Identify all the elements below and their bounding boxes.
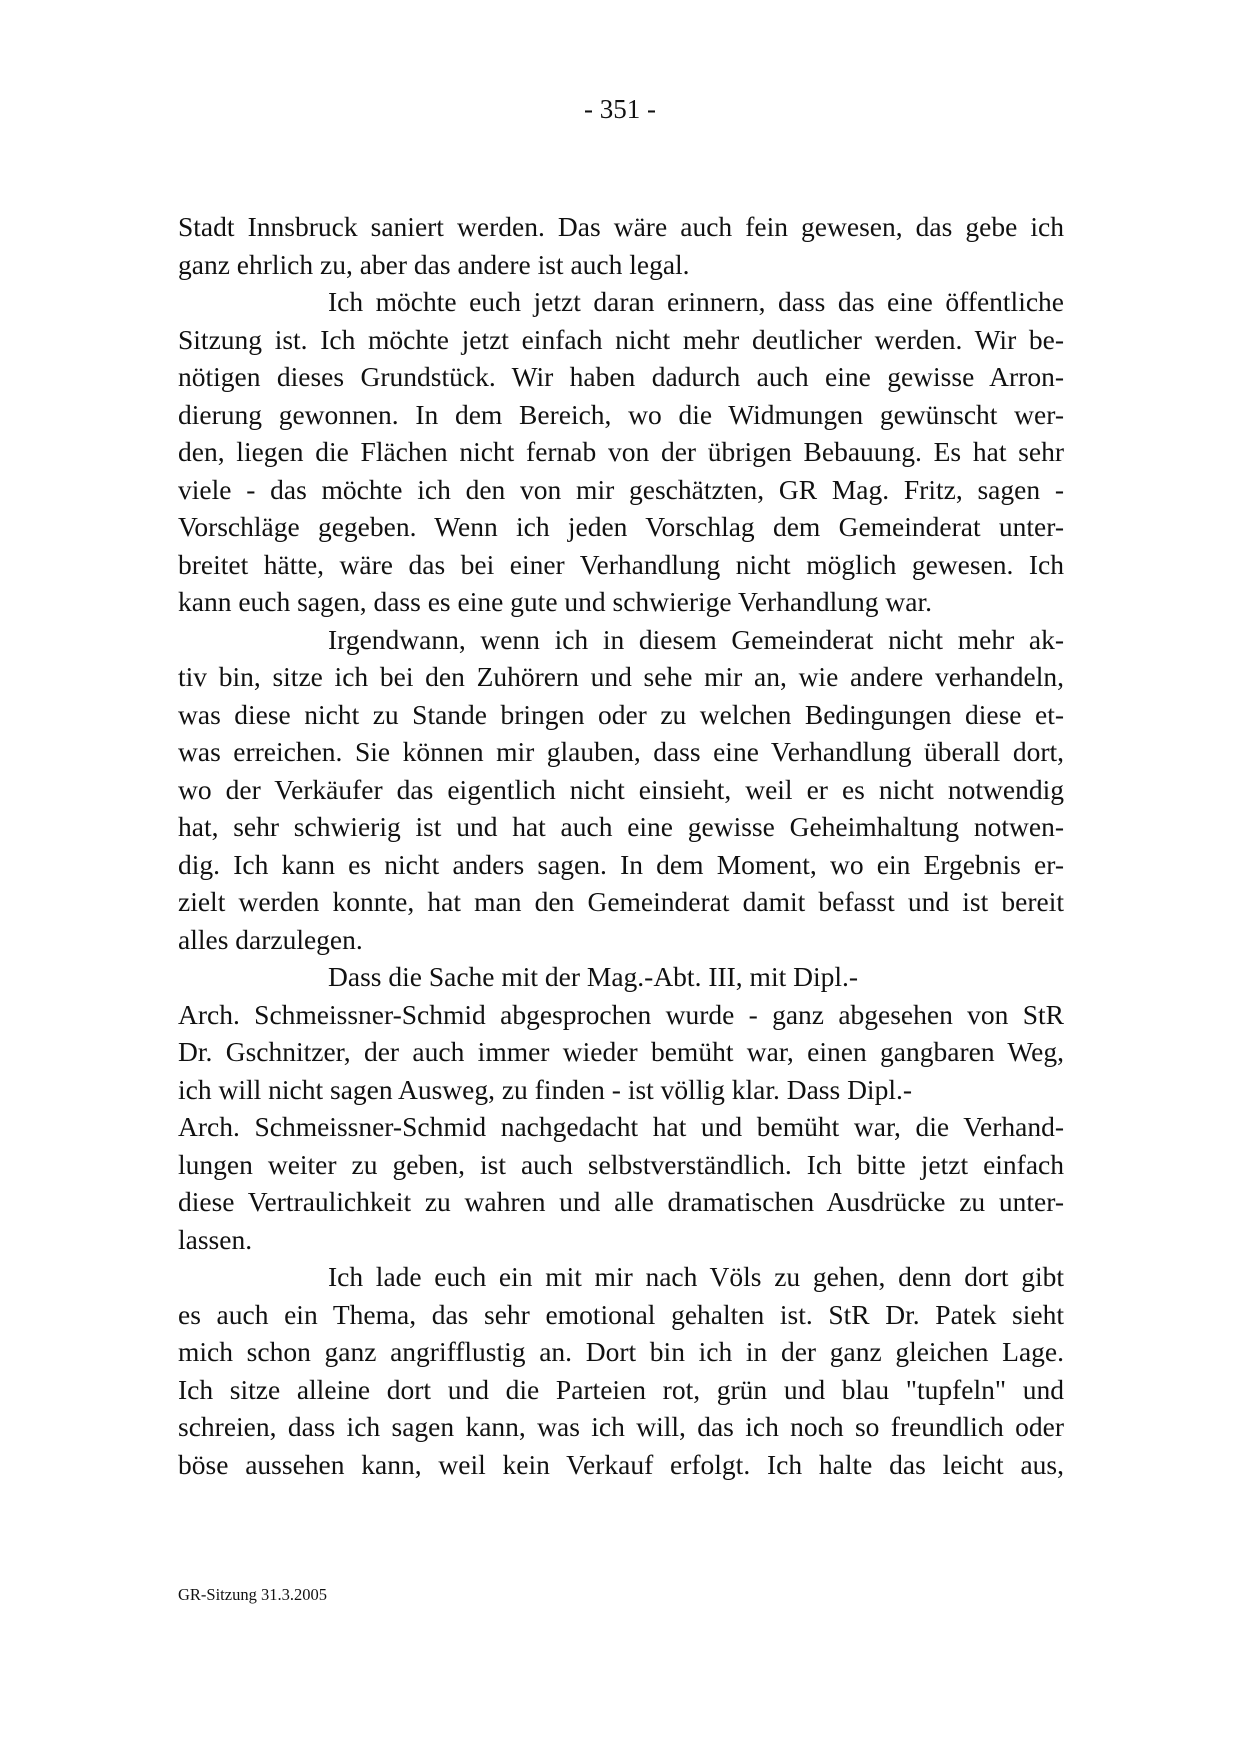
text-line: dierung gewonnen. In dem Bereich, wo die Widmungen gewünscht wer- <box>178 398 1064 430</box>
text-line: Dass die Sache mit der Mag.-Abt. III, mit Dipl.- <box>328 961 859 992</box>
text-line: Ich sitze alleine dort und die Parteien rot, grün und blau "tupfeln" und <box>178 1373 1064 1405</box>
body-text <box>178 208 1064 1483</box>
text-line: Dr. Gschnitzer, der auch immer wieder bemüht war, einen gangbaren Weg, <box>178 1036 1064 1067</box>
text-line: ich will nicht sagen Ausweg, zu finden - ist völlig klar. Dass Dipl.- <box>178 1073 912 1105</box>
text-line: was diese nicht zu Stande bringen oder zu welchen Bedingungen diese et- <box>178 698 1064 730</box>
text-line: diese Vertraulichkeit zu wahren und alle dramatischen Ausdrücke zu unter- <box>178 1186 1064 1217</box>
text-line: den, liegen die Flächen nicht fernab von der übrigen Bebauung. Es hat sehr <box>178 436 1064 467</box>
text-line: wo der Verkäufer das eigentlich nicht einsieht, weil er es nicht notwendig <box>178 773 1064 805</box>
text-line: zielt werden konnte, hat man den Gemeinderat damit befasst und ist bereit <box>178 886 1064 917</box>
text-line: was erreichen. Sie können mir glauben, dass eine Verhandlung überall dort, <box>178 736 1064 767</box>
text-line: lassen. <box>178 1223 253 1255</box>
text-line: Stadt Innsbruck saniert werden. Das wäre auch fein gewesen, das gebe ich <box>178 211 1064 242</box>
text-line: Vorschläge gegeben. Wenn ich jeden Vorschlag dem Gemeinderat unter- <box>178 511 1064 542</box>
text-line: hat, sehr schwierig ist und hat auch eine gewisse Geheimhaltung notwen- <box>178 811 1064 842</box>
text-line: mich schon ganz angrifflustig an. Dort bin ich in der ganz gleichen Lage. <box>178 1336 1064 1367</box>
text-line: dig. Ich kann es nicht anders sagen. In dem Moment, wo ein Ergebnis er- <box>178 848 1064 880</box>
text-line: Ich lade euch ein mit mir nach Völs zu gehen, denn dort gibt <box>328 1261 1064 1292</box>
text-line: tiv bin, sitze ich bei den Zuhörern und sehe mir an, wie andere verhandeln, <box>178 661 1064 692</box>
text-line: lungen weiter zu geben, ist auch selbstverständlich. Ich bitte jetzt einfach <box>178 1148 1064 1180</box>
text-line: ganz ehrlich zu, aber das andere ist auch legal. <box>178 248 690 280</box>
text-line: viele - das möchte ich den von mir geschätzten, GR Mag. Fritz, sagen - <box>178 473 1064 505</box>
text-line: breitet hätte, wäre das bei einer Verhandlung nicht möglich gewesen. Ich <box>178 548 1064 580</box>
text-line: kann euch sagen, dass es eine gute und schwierige Verhandlung war. <box>178 586 932 617</box>
text-line: Irgendwann, wenn ich in diesem Gemeinderat nicht mehr ak- <box>328 623 1064 655</box>
text-line: Sitzung ist. Ich möchte jetzt einfach nicht mehr deutlicher werden. Wir be- <box>178 323 1064 355</box>
footer-session-date: GR-Sitzung 31.3.2005 <box>178 1585 327 1604</box>
text-line: böse aussehen kann, weil kein Verkauf erfolgt. Ich halte das leicht aus, <box>178 1448 1064 1480</box>
text-line: nötigen dieses Grundstück. Wir haben dadurch auch eine gewisse Arron- <box>178 361 1064 392</box>
text-line: es auch ein Thema, das sehr emotional gehalten ist. StR Dr. Patek sieht <box>178 1298 1064 1330</box>
text-line: schreien, dass ich sagen kann, was ich will, das ich noch so freundlich oder <box>178 1411 1064 1442</box>
text-line: Ich möchte euch jetzt daran erinnern, dass das eine öffentliche <box>328 286 1064 317</box>
text-line: alles darzulegen. <box>178 923 363 955</box>
page-number: - 351 - <box>584 94 656 124</box>
text-line: Arch. Schmeissner-Schmid nachgedacht hat und bemüht war, die Verhand- <box>178 1111 1064 1142</box>
text-line: Arch. Schmeissner-Schmid abgesprochen wurde - ganz abgesehen von StR <box>178 998 1064 1030</box>
